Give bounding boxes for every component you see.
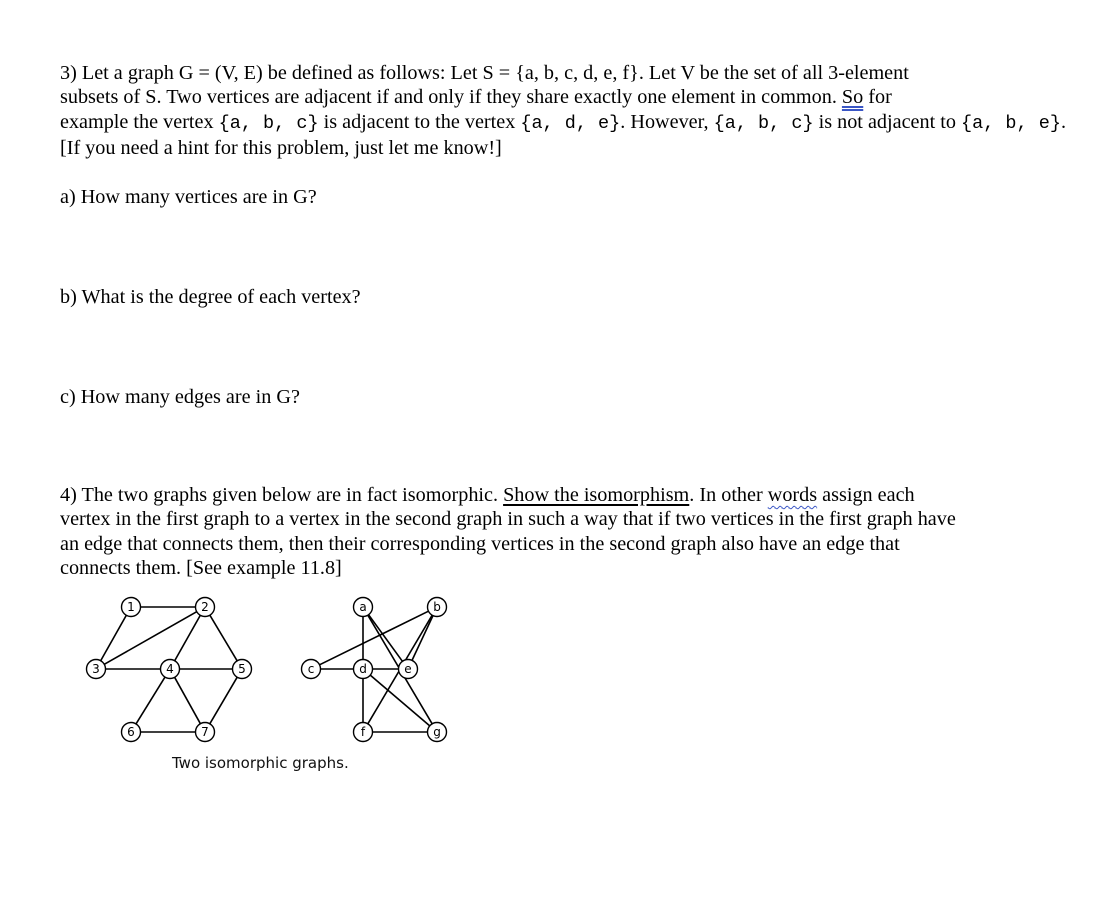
graph2-vertex-label: f: [360, 725, 366, 740]
graph1-vertex-label: 5: [238, 662, 246, 677]
graph2-vertex-label: g: [433, 725, 441, 740]
graph1-vertex-5: [233, 660, 252, 679]
vertex-abe: {a, b, e}: [961, 112, 1061, 134]
graph1-vertex-label: 3: [92, 662, 100, 677]
vertex-abc: {a, b, c}: [218, 112, 319, 134]
graph1-edge-2-3: [104, 612, 196, 665]
graph2-vertex-label: c: [307, 662, 315, 677]
spellcheck-words[interactable]: words: [767, 484, 818, 506]
graph1-edge-2-5: [210, 615, 237, 661]
graph1-vertex-6: [122, 723, 141, 742]
graph1-vertex-7: [196, 723, 215, 742]
question-b: b) What is the degree of each vertex?: [60, 286, 361, 308]
problem-3-line-3-not-adjacent: is not adjacent to: [813, 110, 962, 133]
graph1-vertex-4: [161, 660, 180, 679]
graph1-vertex-1: [122, 598, 141, 617]
question-a: a) How many vertices are in G?: [60, 186, 317, 208]
graph1-edge-5-7: [210, 677, 237, 724]
graph1-edge-4-6: [136, 677, 165, 724]
graph2-vertex-b: [428, 598, 447, 617]
problem-3-line-4: [If you need a hint for this problem, just let me know!]: [60, 137, 502, 160]
graph1-vertex-label: 4: [166, 662, 174, 677]
show-isomorphism-link[interactable]: Show the isomorphism: [503, 484, 690, 506]
problem-4-line-1-mid: . In other: [689, 484, 768, 506]
graph2-vertex-d: [354, 660, 373, 679]
graph2-edge-b-e: [412, 616, 433, 661]
problem-4-line-1-end: assign each: [817, 484, 915, 506]
graph2-vertex-label: e: [404, 662, 412, 677]
problem-4-line-4: connects them. [See example 11.8]: [60, 557, 342, 580]
problem-3-line-2-text: subsets of S. Two vertices are adjacent if and only if they share exactly one element in common.: [60, 86, 842, 109]
graph1-vertex-label: 7: [201, 725, 209, 740]
graph1-vertex-label: 2: [201, 600, 209, 615]
problem-4-line-2: vertex in the first graph to a vertex in the second graph in such a way that if two vertices in the first graph have: [60, 508, 956, 531]
graph2-vertex-f: [354, 723, 373, 742]
problem-3-line-3-period: .: [1060, 110, 1066, 133]
graph1-vertex-2: [196, 598, 215, 617]
graph2-vertex-label: b: [433, 600, 441, 615]
graph1-edge-4-7: [175, 677, 201, 723]
graph2-vertex-c: [302, 660, 321, 679]
problem-3-line-2-end: for: [863, 86, 892, 109]
graph2-vertex-label: a: [359, 600, 367, 615]
graph1-vertex-3: [87, 660, 106, 679]
graph1-vertex-label: 1: [127, 600, 135, 615]
graph2-vertex-a: [354, 598, 373, 617]
problem-4-line-1-text: 4) The two graphs given below are in fact isomorphic.: [60, 484, 504, 506]
graph2-edge-d-g: [370, 675, 430, 726]
graph1-vertex-label: 6: [127, 725, 135, 740]
figure-caption: Two isomorphic graphs.: [172, 754, 349, 772]
problem-4-line-3: an edge that connects them, then their corresponding vertices in the second graph also have an edge that: [60, 532, 900, 555]
vertex-ade: {a, d, e}: [520, 112, 621, 134]
problem-3-line-3-text: example the vertex: [60, 110, 219, 133]
graph2-vertex-label: d: [359, 662, 367, 677]
spellcheck-so[interactable]: So: [841, 86, 864, 109]
problem-3-line-3-however: . However,: [620, 110, 714, 133]
problem-3-line-3-mid: is adjacent to the vertex: [318, 110, 521, 133]
graph2-vertex-e: [399, 660, 418, 679]
graph2-vertex-g: [428, 723, 447, 742]
problem-3-line-1: 3) Let a graph G = (V, E) be defined as follows: Let S = {a, b, c, d, e, f}. Let V be the set of all 3-element: [60, 62, 909, 84]
vertex-abc-2: {a, b, c}: [713, 112, 814, 134]
question-c: c) How many edges are in G?: [60, 386, 300, 408]
graph2-edge-b-c: [320, 611, 429, 665]
